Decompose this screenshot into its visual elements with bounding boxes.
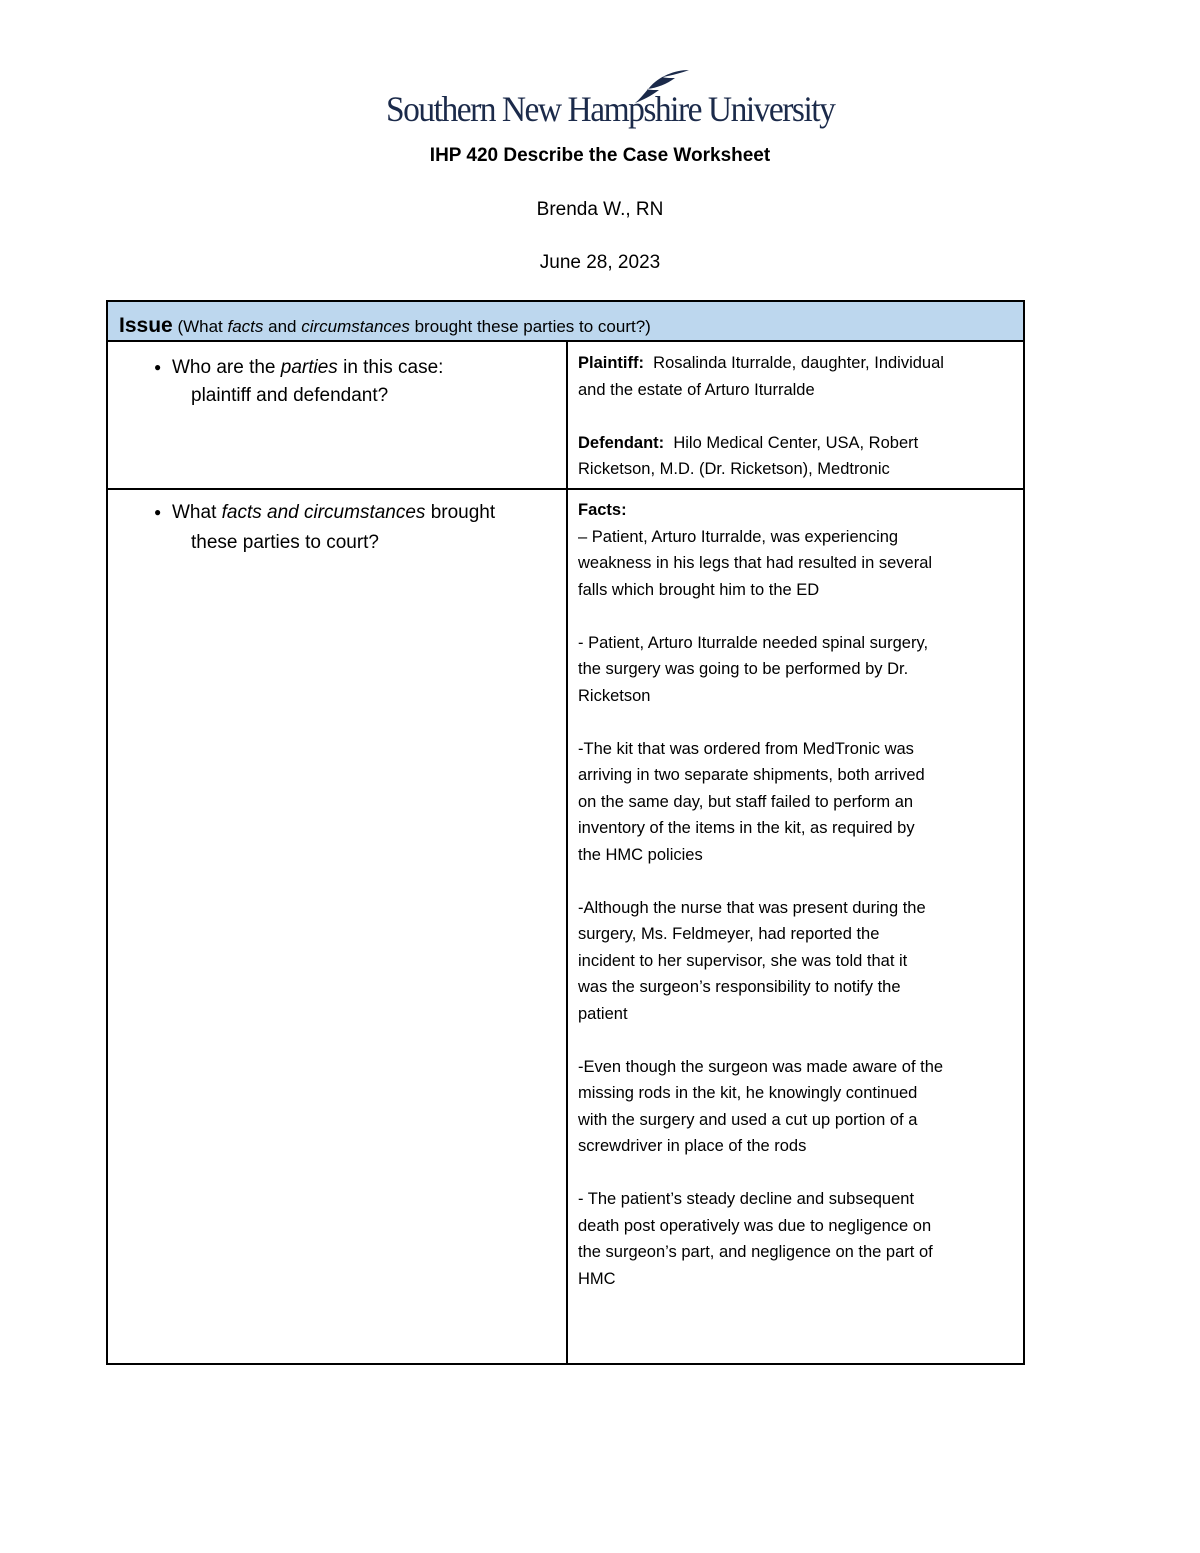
bullet-icon: ● — [154, 505, 162, 519]
facts-question: ● What facts and circumstances brought these parties to court? — [154, 498, 495, 557]
facts-label: Facts: — [578, 501, 627, 519]
fact-item: – Patient, Arturo Iturralde, was experiencing weakness in his legs that had resulted in several falls which brought him to the ED — [578, 527, 933, 599]
fact-item: -Although the nurse that was present during the surgery, Ms. Feldmeyer, had reported the incident to her supervisor, she was told that it was the surgeon’s responsibility to notify the patient — [578, 898, 926, 1023]
fact-item: - The patient’s steady decline and subsequent death post operatively was due to negligence on the surgeon’s part, and negligence on the part of HMC — [578, 1190, 933, 1288]
fact-item: - Patient, Arturo Iturralde needed spinal surgery, the surgery was going to be performed by Dr. Ricketson — [578, 633, 929, 705]
fact-item: -The kit that was ordered from MedTronic was arriving in two separate shipments, both arrived on the same day, but staff failed to perform an inventory of the items in the kit, as required by the HMC policies — [578, 739, 925, 864]
issue-prompt: (What facts and circumstances brought these parties to court?) — [177, 317, 651, 336]
logo-wordmark: Southern New Hampshire University — [386, 89, 835, 129]
document-title: IHP 420 Describe the Case Worksheet — [429, 145, 771, 166]
plaintiff-label: Plaintiff: — [578, 354, 644, 372]
facts-answer — [578, 497, 1020, 1319]
worksheet-table — [106, 300, 1025, 1365]
bullet-icon: ● — [154, 360, 162, 374]
parties-answer: Plaintiff: Rosalinda Iturralde, daughter, Individual and the estate of Arturo Iturralde Defendant: Hilo Medical Center, USA, Robert Ricketson, M.D. (Dr. Ricketson), Medtronic — [578, 354, 944, 478]
document-date: June 28, 2023 — [539, 252, 661, 273]
parties-question: ● Who are the parties in this case: plaintiff and defendant? — [154, 353, 443, 410]
issue-label: Issue — [119, 314, 173, 337]
column-divider — [566, 342, 568, 1363]
issue-header — [108, 302, 1023, 342]
document-author: Brenda W., RN — [536, 199, 664, 220]
defendant-label: Defendant: — [578, 433, 665, 452]
fact-item: -Even though the surgeon was made aware of the missing rods in the kit, he knowingly continued with the surgery and used a cut up portion of a screwdriver in place of the rods — [578, 1057, 944, 1155]
university-logo — [386, 68, 835, 140]
